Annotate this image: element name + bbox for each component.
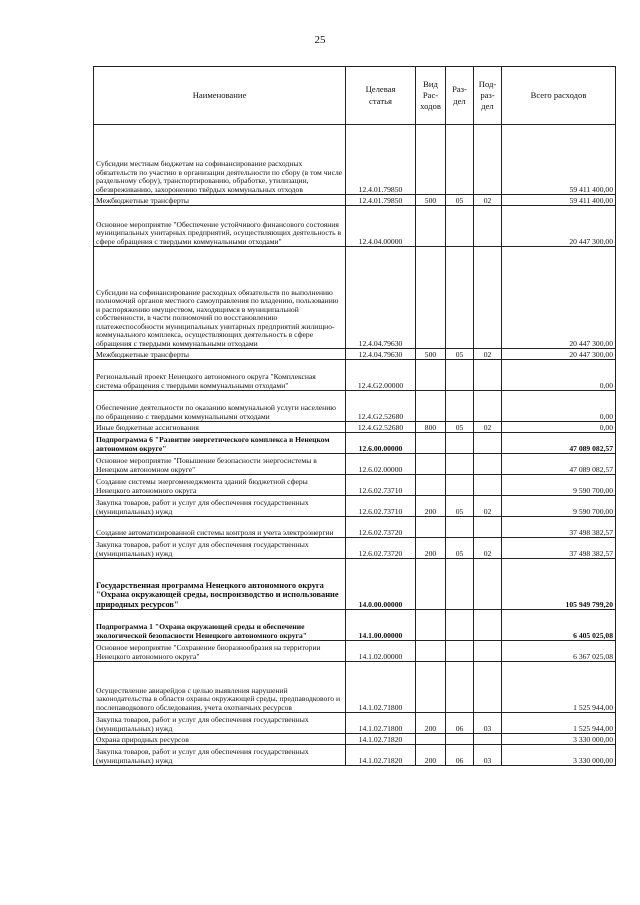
row-subsection-cell: 02 <box>474 349 502 360</box>
row-subsection-cell <box>474 734 502 745</box>
row-subsection-cell: 03 <box>474 713 502 734</box>
row-section-cell <box>446 454 474 475</box>
table-row <box>94 641 616 662</box>
row-section-cell <box>446 475 474 496</box>
row-total-cell: 3 330 000,00 <box>502 745 616 766</box>
row-name-cell: Подпрограмма 1 "Охрана окружающей среды и обеспечение экологической безопасности Ненецкого автономного округа" <box>94 610 346 641</box>
row-subsection-cell <box>474 454 502 475</box>
row-section-cell: 05 <box>446 195 474 206</box>
row-total-cell: 47 089 082,57 <box>502 454 616 475</box>
row-expense-type-cell: 200 <box>416 745 446 766</box>
row-target-article-cell: 12.4.G2.52680 <box>346 391 416 422</box>
row-section-cell <box>446 206 474 247</box>
row-target-article-cell: 12.6.02.73710 <box>346 496 416 517</box>
row-section-cell <box>446 360 474 391</box>
row-name-cell: Создание системы энергоменеджмента зданий бюджетной сферы Ненецкого автономного округа <box>94 475 346 496</box>
row-subsection-cell: 02 <box>474 195 502 206</box>
row-target-article-cell: 12.4.04.79630 <box>346 247 416 349</box>
row-total-cell: 59 411 400,00 <box>502 195 616 206</box>
row-total-cell: 20 447 300,00 <box>502 349 616 360</box>
row-target-article-cell: 14.1.00.00000 <box>346 610 416 641</box>
row-name-cell: Субсидии местным бюджетам на софинансирование расходных обязательств по участию в организации деятельности по сбору (в том числе раздельному сбору), транспортированию, обработке, утилизации, обезвреживанию, захоронению твёрдых коммунальных отходов <box>94 125 346 195</box>
row-target-article-cell: 14.1.02.71800 <box>346 713 416 734</box>
table-row <box>94 496 616 517</box>
table-row <box>94 662 616 713</box>
row-name-cell: Подпрограмма 6 "Развитие энергетического комплекса в Ненецком автономном округе" <box>94 433 346 454</box>
row-expense-type-cell <box>416 641 446 662</box>
row-expense-type-cell <box>416 559 446 610</box>
row-expense-type-cell <box>416 360 446 391</box>
row-target-article-cell: 14.0.00.00000 <box>346 559 416 610</box>
row-target-article-cell: 12.6.02.73720 <box>346 517 416 538</box>
table-row <box>94 349 616 360</box>
row-subsection-cell <box>474 517 502 538</box>
row-total-cell: 0,00 <box>502 422 616 433</box>
row-section-cell: 05 <box>446 538 474 559</box>
row-subsection-cell <box>474 360 502 391</box>
row-target-article-cell: 12.4.04.00000 <box>346 206 416 247</box>
row-expense-type-cell: 200 <box>416 538 446 559</box>
header-subsection: Под- раз- дел <box>474 67 502 125</box>
table-row <box>94 422 616 433</box>
row-target-article-cell: 12.6.00.00000 <box>346 433 416 454</box>
table-row <box>94 538 616 559</box>
page-number: 25 <box>314 34 326 46</box>
row-name-cell: Обеспечение деятельности по оказанию коммунальной услуги населению по обращению с твердыми коммунальными отходами <box>94 391 346 422</box>
row-target-article-cell: 14.1.02.00000 <box>346 641 416 662</box>
row-total-cell: 6 367 025,08 <box>502 641 616 662</box>
row-expense-type-cell: 200 <box>416 496 446 517</box>
row-section-cell <box>446 517 474 538</box>
row-expense-type-cell <box>416 206 446 247</box>
row-name-cell: Осуществление авиарейдов с целью выявления нарушений законодательства в области охраны окружающей среды, предпаводкового и послепаводкового обследования, учета охотничьих ресурсов <box>94 662 346 713</box>
row-section-cell <box>446 559 474 610</box>
row-target-article-cell: 12.4.G2.52680 <box>346 422 416 433</box>
row-total-cell: 1 525 944,00 <box>502 713 616 734</box>
row-name-cell: Закупка товаров, работ и услуг для обеспечения государственных (муниципальных) нужд <box>94 713 346 734</box>
row-target-article-cell: 14.1.02.71820 <box>346 745 416 766</box>
row-target-article-cell: 12.4.01.79850 <box>346 125 416 195</box>
row-total-cell: 9 590 700,00 <box>502 496 616 517</box>
row-subsection-cell <box>474 125 502 195</box>
table-row <box>94 125 616 195</box>
row-section-cell: 05 <box>446 422 474 433</box>
row-total-cell: 1 525 944,00 <box>502 662 616 713</box>
row-subsection-cell: 02 <box>474 538 502 559</box>
row-total-cell: 47 089 082,57 <box>502 433 616 454</box>
row-section-cell <box>446 734 474 745</box>
row-subsection-cell: 02 <box>474 496 502 517</box>
row-expense-type-cell: 500 <box>416 349 446 360</box>
header-expense-type: Вид Рас- ходов <box>416 67 446 125</box>
row-total-cell: 6 405 025,08 <box>502 610 616 641</box>
row-target-article-cell: 12.6.02.73710 <box>346 475 416 496</box>
row-section-cell <box>446 662 474 713</box>
table-row <box>94 454 616 475</box>
row-name-cell: Основное мероприятие "Повышение безопасности энергосистемы в Ненецком автономном округе" <box>94 454 346 475</box>
row-name-cell: Региональный проект Ненецкого автономного округа "Комплексная система обращения с твердыми коммунальными отходами" <box>94 360 346 391</box>
row-name-cell: Основное мероприятие "Сохранение биоразнообразия на территории Ненецкого автономного округа" <box>94 641 346 662</box>
row-section-cell <box>446 433 474 454</box>
table-row <box>94 713 616 734</box>
row-name-cell: Закупка товаров, работ и услуг для обеспечения государственных (муниципальных) нужд <box>94 745 346 766</box>
table-row <box>94 559 616 610</box>
row-subsection-cell <box>474 641 502 662</box>
header-name: Наименование <box>94 67 346 125</box>
row-total-cell: 105 949 799,20 <box>502 559 616 610</box>
row-expense-type-cell <box>416 247 446 349</box>
table-row <box>94 195 616 206</box>
row-name-cell: Государственная программа Ненецкого автономного округа "Охрана окружающей среды, воспроизводство и использование природных ресурсов" <box>94 559 346 610</box>
row-expense-type-cell <box>416 475 446 496</box>
row-total-cell: 59 411 400,00 <box>502 125 616 195</box>
table-row <box>94 247 616 349</box>
row-subsection-cell <box>474 475 502 496</box>
row-expense-type-cell <box>416 662 446 713</box>
row-subsection-cell <box>474 559 502 610</box>
row-section-cell <box>446 641 474 662</box>
budget-table <box>93 66 616 766</box>
row-subsection-cell <box>474 391 502 422</box>
row-name-cell: Закупка товаров, работ и услуг для обеспечения государственных (муниципальных) нужд <box>94 538 346 559</box>
table-row <box>94 745 616 766</box>
row-target-article-cell: 12.6.02.73720 <box>346 538 416 559</box>
row-total-cell: 20 447 300,00 <box>502 206 616 247</box>
row-expense-type-cell <box>416 433 446 454</box>
row-name-cell: Создание автоматизированной системы контроля и учета электроэнергии <box>94 517 346 538</box>
row-expense-type-cell <box>416 610 446 641</box>
table-row <box>94 610 616 641</box>
row-subsection-cell: 03 <box>474 745 502 766</box>
row-expense-type-cell: 800 <box>416 422 446 433</box>
header-total-expenses: Всего расходов <box>502 67 616 125</box>
row-expense-type-cell <box>416 454 446 475</box>
row-name-cell: Иные бюджетные ассигнования <box>94 422 346 433</box>
row-section-cell: 06 <box>446 745 474 766</box>
row-expense-type-cell <box>416 125 446 195</box>
table-row <box>94 206 616 247</box>
row-section-cell <box>446 391 474 422</box>
table-row <box>94 517 616 538</box>
row-subsection-cell <box>474 247 502 349</box>
row-total-cell: 20 447 300,00 <box>502 247 616 349</box>
row-total-cell: 0,00 <box>502 391 616 422</box>
row-name-cell: Охрана природных ресурсов <box>94 734 346 745</box>
row-section-cell <box>446 610 474 641</box>
row-section-cell: 06 <box>446 713 474 734</box>
table-row <box>94 734 616 745</box>
row-name-cell: Межбюджетные трансферты <box>94 195 346 206</box>
row-expense-type-cell <box>416 391 446 422</box>
table-row <box>94 433 616 454</box>
row-name-cell: Межбюджетные трансферты <box>94 349 346 360</box>
row-name-cell: Основное мероприятие "Обеспечение устойчивого финансового состояния муниципальных унитарных предприятий, осуществляющих деятельность в сфере обращения с твердыми коммунальными отходами" <box>94 206 346 247</box>
row-subsection-cell <box>474 610 502 641</box>
row-target-article-cell: 12.4.G2.00000 <box>346 360 416 391</box>
row-section-cell <box>446 125 474 195</box>
row-expense-type-cell: 200 <box>416 713 446 734</box>
row-target-article-cell: 12.4.01.79850 <box>346 195 416 206</box>
row-section-cell <box>446 247 474 349</box>
row-name-cell: Закупка товаров, работ и услуг для обеспечения государственных (муниципальных) нужд <box>94 496 346 517</box>
table-row <box>94 391 616 422</box>
row-expense-type-cell <box>416 517 446 538</box>
row-section-cell: 05 <box>446 496 474 517</box>
row-subsection-cell: 02 <box>474 422 502 433</box>
row-expense-type-cell <box>416 734 446 745</box>
table-header-row <box>94 67 616 125</box>
row-subsection-cell <box>474 433 502 454</box>
row-section-cell: 05 <box>446 349 474 360</box>
row-total-cell: 37 498 382,57 <box>502 538 616 559</box>
row-total-cell: 9 590 700,00 <box>502 475 616 496</box>
table-row <box>94 475 616 496</box>
row-target-article-cell: 14.1.02.71820 <box>346 734 416 745</box>
header-target-article: Целевая статья <box>346 67 416 125</box>
table-row <box>94 360 616 391</box>
row-total-cell: 37 498 382,57 <box>502 517 616 538</box>
row-name-cell: Субсидии на софинансирование расходных обязательств по выполнению полномочий органов местного самоуправления по владению, пользованию и распоряжению имуществом, находящимся в муниципальной собственности, в части полномочий по восстановлению платежеспособности муниципальных унитарных предприятий жилищно-коммунального комплекса, осуществляющих деятельность в сфере обращения с твердыми коммунальными отходами <box>94 247 346 349</box>
header-section: Раз- дел <box>446 67 474 125</box>
row-target-article-cell: 14.1.02.71800 <box>346 662 416 713</box>
row-expense-type-cell: 500 <box>416 195 446 206</box>
row-total-cell: 0,00 <box>502 360 616 391</box>
row-target-article-cell: 12.6.02.00000 <box>346 454 416 475</box>
row-subsection-cell <box>474 662 502 713</box>
row-target-article-cell: 12.4.04.79630 <box>346 349 416 360</box>
row-subsection-cell <box>474 206 502 247</box>
row-total-cell: 3 330 000,00 <box>502 734 616 745</box>
